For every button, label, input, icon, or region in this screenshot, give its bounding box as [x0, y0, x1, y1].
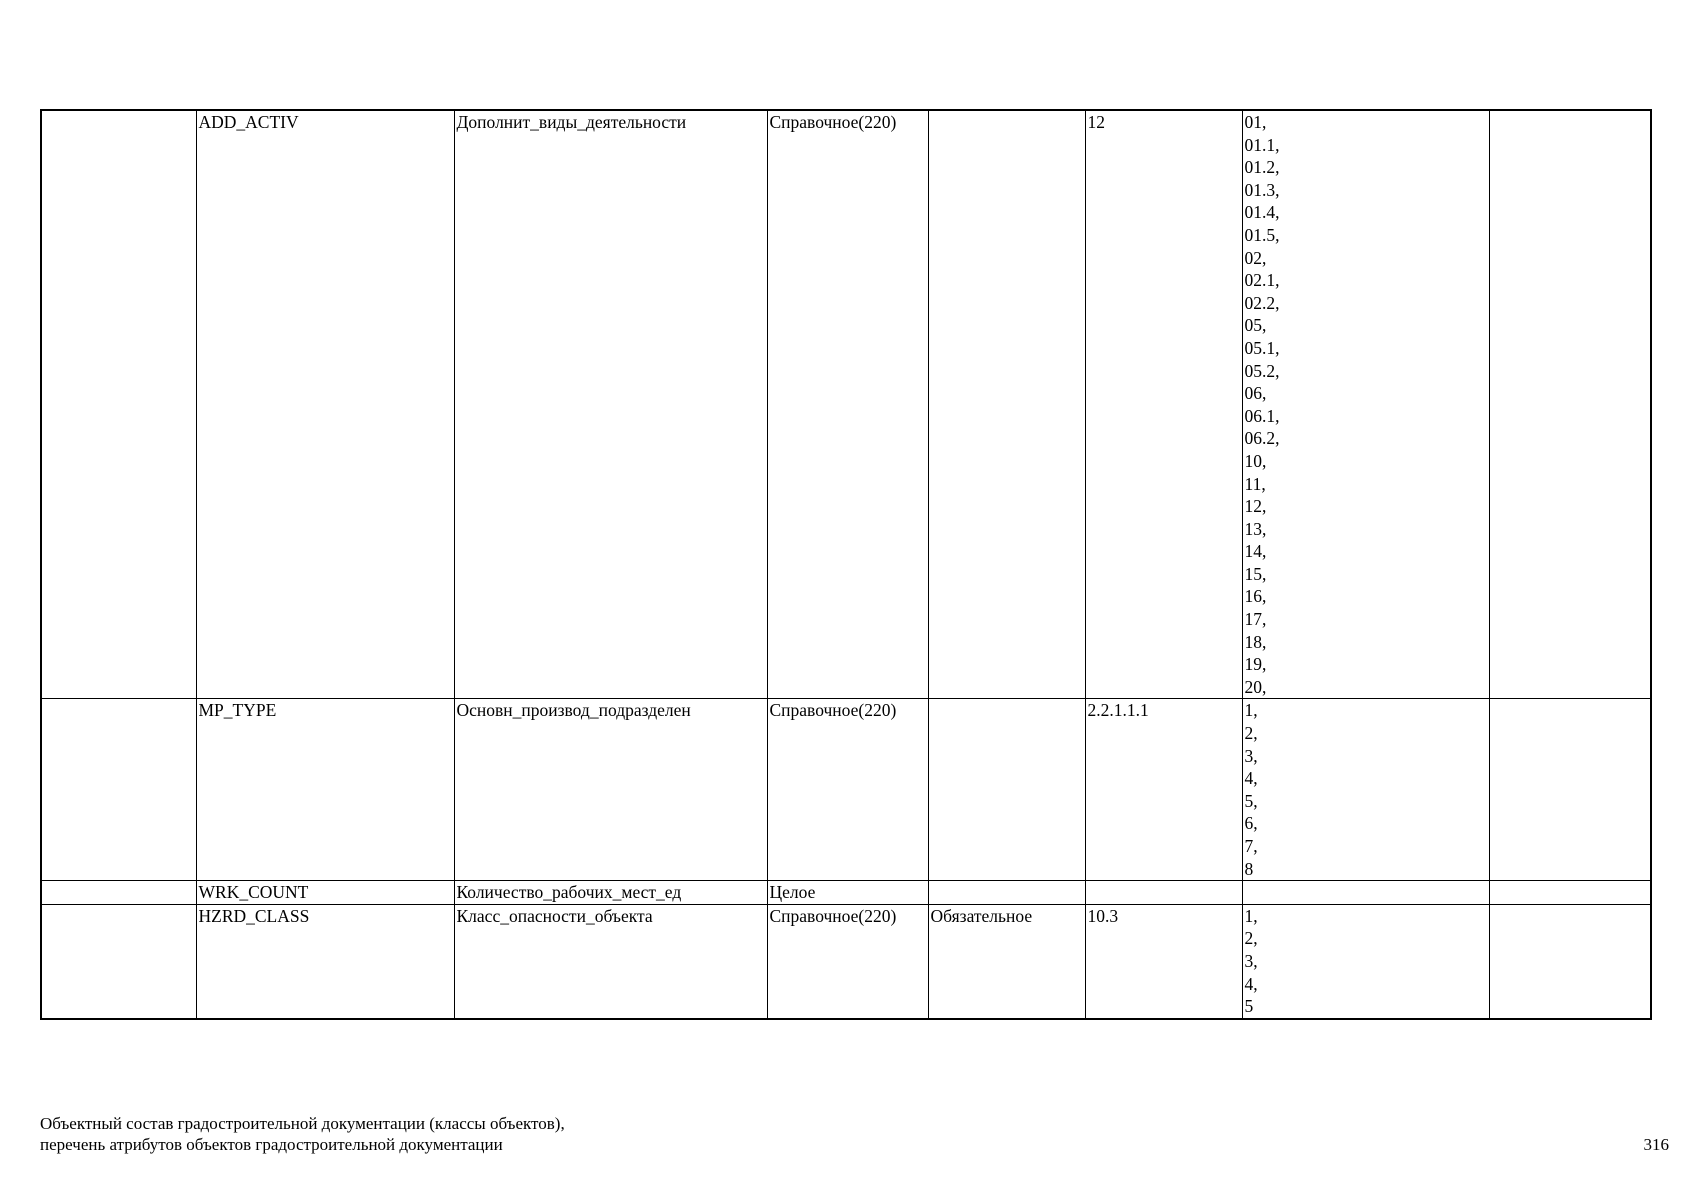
- value-item: 06.2,: [1244, 428, 1280, 449]
- empty-cell: [41, 110, 196, 699]
- value-item: 02.2,: [1244, 292, 1280, 313]
- value-item: 16,: [1244, 586, 1267, 607]
- value-item: 1,: [1244, 700, 1258, 721]
- attribute-note: [1489, 881, 1651, 905]
- value-item: 05,: [1244, 315, 1267, 336]
- footer-line: перечень атрибутов объектов градостроительной документации: [40, 1135, 503, 1154]
- value-item: 2,: [1244, 723, 1258, 744]
- value-item: 01,: [1244, 112, 1267, 132]
- value-item: 14,: [1244, 541, 1267, 562]
- attribute-values: [1242, 110, 1489, 699]
- table-row: [41, 904, 1651, 1018]
- page-number: 316: [1643, 1135, 1669, 1154]
- value-item: 2,: [1244, 928, 1258, 949]
- page-footer: [40, 1113, 565, 1155]
- empty-cell: [41, 881, 196, 905]
- table-row: [41, 881, 1651, 905]
- value-item: 8: [1244, 858, 1254, 879]
- attribute-name: Класс_опасности_объекта: [454, 904, 767, 1018]
- attribute-type: Справочное(220): [767, 110, 928, 699]
- value-item: 5,: [1244, 790, 1258, 811]
- attribute-required: Обязательное: [928, 904, 1085, 1018]
- attribute-note: [1489, 110, 1651, 699]
- attribute-code: ADD_ACTIV: [196, 110, 454, 699]
- value-item: 06,: [1244, 383, 1267, 404]
- value-item: 11,: [1244, 473, 1266, 494]
- value-item: 12,: [1244, 496, 1267, 517]
- value-item: 05.2,: [1244, 360, 1280, 381]
- attribute-name: Дополнит_виды_деятельности: [454, 110, 767, 699]
- value-item: 01.3,: [1244, 179, 1280, 200]
- attribute-required: [928, 881, 1085, 905]
- attribute-type: Справочное(220): [767, 699, 928, 881]
- value-item: 05.1,: [1244, 337, 1280, 358]
- value-item: 7,: [1244, 836, 1258, 856]
- footer-line: Объектный состав градостроительной документации (классы объектов),: [40, 1114, 565, 1133]
- attribute-values: [1242, 904, 1489, 1018]
- value-item: 18,: [1244, 631, 1267, 652]
- table-row: [41, 110, 1651, 699]
- value-item: 02,: [1244, 247, 1267, 268]
- value-item: 4,: [1244, 973, 1258, 994]
- attribute-type: Целое: [767, 881, 928, 905]
- value-item: 17,: [1244, 609, 1267, 630]
- table-row: [41, 699, 1651, 881]
- value-item: 06.1,: [1244, 405, 1280, 426]
- empty-cell: [41, 904, 196, 1018]
- value-item: 6,: [1244, 813, 1258, 834]
- attribute-values: [1242, 881, 1489, 905]
- value-item: 01.4,: [1244, 202, 1280, 223]
- attribute-type: Справочное(220): [767, 904, 928, 1018]
- value-item: 01.1,: [1244, 134, 1280, 155]
- attribute-name: Основн_производ_подразделен: [454, 699, 767, 881]
- value-item: 5: [1244, 996, 1254, 1017]
- attribute-values: [1242, 699, 1489, 881]
- attribute-code: MP_TYPE: [196, 699, 454, 881]
- attribute-required: [928, 699, 1085, 881]
- value-item: 3,: [1244, 950, 1258, 971]
- attribute-note: [1489, 904, 1651, 1018]
- attribute-required: [928, 110, 1085, 699]
- value-item: 10,: [1244, 450, 1267, 471]
- attributes-table: [40, 109, 1652, 1020]
- attribute-name: Количество_рабочих_мест_ед: [454, 881, 767, 905]
- value-item: 1,: [1244, 905, 1258, 926]
- value-item: 01.5,: [1244, 224, 1280, 245]
- attribute-reference: 10.3: [1085, 904, 1242, 1018]
- attribute-reference: 12: [1085, 110, 1242, 699]
- empty-cell: [41, 699, 196, 881]
- attribute-reference: 2.2.1.1.1: [1085, 699, 1242, 881]
- value-item: 02.1,: [1244, 270, 1280, 291]
- value-item: 01.2,: [1244, 157, 1280, 178]
- attribute-note: [1489, 699, 1651, 881]
- value-item: 4,: [1244, 768, 1258, 789]
- attribute-code: WRK_COUNT: [196, 881, 454, 905]
- value-item: 20,: [1244, 676, 1267, 697]
- value-item: 15,: [1244, 563, 1267, 584]
- value-item: 19,: [1244, 654, 1267, 675]
- value-item: 13,: [1244, 518, 1267, 539]
- attribute-code: HZRD_CLASS: [196, 904, 454, 1018]
- value-item: 3,: [1244, 745, 1258, 766]
- attribute-reference: [1085, 881, 1242, 905]
